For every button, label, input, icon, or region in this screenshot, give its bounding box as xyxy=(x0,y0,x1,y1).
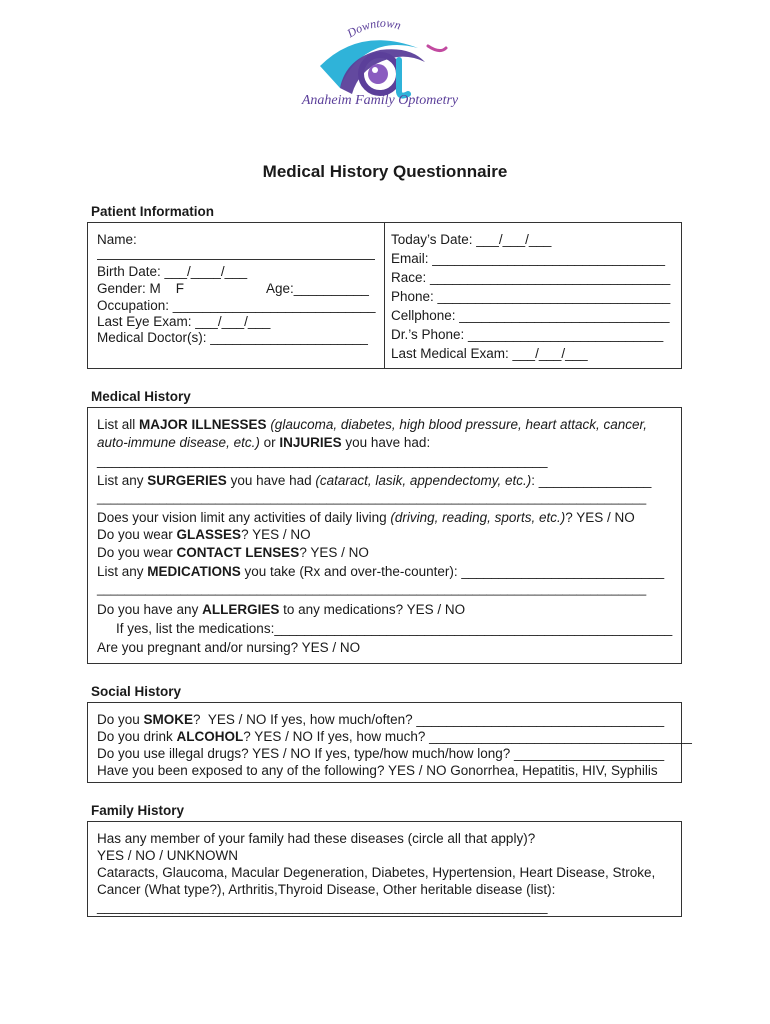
age-field[interactable]: Age:__________ xyxy=(266,281,369,296)
surgeries-answer-line[interactable]: _______________________________________________________________________________ xyxy=(97,491,647,505)
gender-field[interactable]: Gender: M F xyxy=(97,281,185,296)
medications-line[interactable]: List any MEDICATIONS you take (Rx and over-the-counter): ___________________________ xyxy=(97,564,665,579)
contact-lenses-question[interactable]: Do you wear CONTACT LENSES? YES / NO xyxy=(97,545,369,560)
smoke-question[interactable]: Do you SMOKE? YES / NO If yes, how much/often? _________________________________ xyxy=(97,712,665,727)
phone-field[interactable]: Phone: _______________________________ xyxy=(391,289,671,304)
page-title: Medical History Questionnaire xyxy=(262,162,508,181)
birth-date-field[interactable]: Birth Date: ___/____/___ xyxy=(97,264,248,279)
allergy-medications-line[interactable]: If yes, list the medications:_____________________________________________________ xyxy=(116,621,673,636)
social-history-box xyxy=(87,702,692,783)
family-answer-options[interactable]: YES / NO / UNKNOWN xyxy=(97,848,239,863)
logo-top-text: Downtown xyxy=(344,15,403,41)
family-answer-line[interactable]: ____________________________________________________________ xyxy=(97,899,548,914)
last-medical-exam-field[interactable]: Last Medical Exam: ___/___/___ xyxy=(391,346,588,361)
name-label: Name: xyxy=(97,232,137,247)
occupation-field[interactable]: Occupation: ___________________________ xyxy=(97,298,376,313)
allergies-question[interactable]: Do you have any ALLERGIES to any medications? YES / NO xyxy=(97,602,466,617)
column-divider xyxy=(384,223,385,368)
race-field[interactable]: Race: ________________________________ xyxy=(391,270,671,285)
glasses-question[interactable]: Do you wear GLASSES? YES / NO xyxy=(97,527,311,542)
email-field[interactable]: Email: _______________________________ xyxy=(391,251,666,266)
vision-limit-question[interactable]: Does your vision limit any activities of daily living (driving, reading, sports, etc.)? YES / NO xyxy=(97,510,635,525)
illness-answer-line[interactable]: ____________________________________________________________ xyxy=(97,453,548,468)
exposure-question[interactable]: Have you been exposed to any of the following? YES / NO Gonorrhea, Hepatitis, HIV, Syphilis xyxy=(97,763,658,778)
surgeries-line[interactable]: List any SURGERIES you have had (cataract, lasik, appendectomy, etc.): _______________ xyxy=(97,473,652,488)
injuries-line: auto-immune disease, etc.) or INJURIES you have had: xyxy=(97,435,431,450)
name-field-line[interactable] xyxy=(97,259,375,260)
medical-doctor-field[interactable]: Medical Doctor(s): _____________________ xyxy=(97,330,368,345)
dr-phone-field[interactable]: Dr.’s Phone: __________________________ xyxy=(391,327,664,342)
alcohol-question[interactable]: Do you drink ALCOHOL? YES / NO If yes, how much? ___________________________________ xyxy=(97,729,692,744)
family-question: Has any member of your family had these diseases (circle all that apply)? xyxy=(97,831,536,846)
disease-list-line-2[interactable]: Cancer (What type?), Arthritis,Thyroid Disease, Other heritable disease (list): xyxy=(97,882,556,897)
drugs-question[interactable]: Do you use illegal drugs? YES / NO If yes, type/how much/how long? ____________________ xyxy=(97,746,665,761)
todays-date-field[interactable]: Today’s Date: ___/___/___ xyxy=(391,232,552,247)
family-section-heading: Family History xyxy=(91,803,185,818)
cellphone-field[interactable]: Cellphone: ____________________________ xyxy=(391,308,670,323)
medical-history-box xyxy=(87,407,682,664)
major-illnesses-line: List all MAJOR ILLNESSES (glaucoma, diabetes, high blood pressure, heart attack, cancer, xyxy=(97,417,648,432)
social-section-heading: Social History xyxy=(91,684,182,699)
medications-answer-line[interactable]: _______________________________________________________________________________ xyxy=(97,582,647,596)
logo-bottom-text: Anaheim Family Optometry xyxy=(301,93,459,108)
patient-section-heading: Patient Information xyxy=(91,204,215,219)
patient-info-box xyxy=(87,222,682,369)
pregnant-question[interactable]: Are you pregnant and/or nursing? YES / NO xyxy=(97,640,361,655)
medical-section-heading: Medical History xyxy=(91,389,191,404)
family-history-box xyxy=(87,821,682,917)
last-eye-exam-field[interactable]: Last Eye Exam: ___/___/___ xyxy=(97,314,271,329)
disease-list-line[interactable]: Cataracts, Glaucoma, Macular Degeneration, Diabetes, Hypertension, Heart Disease, Stroke, xyxy=(97,865,656,880)
